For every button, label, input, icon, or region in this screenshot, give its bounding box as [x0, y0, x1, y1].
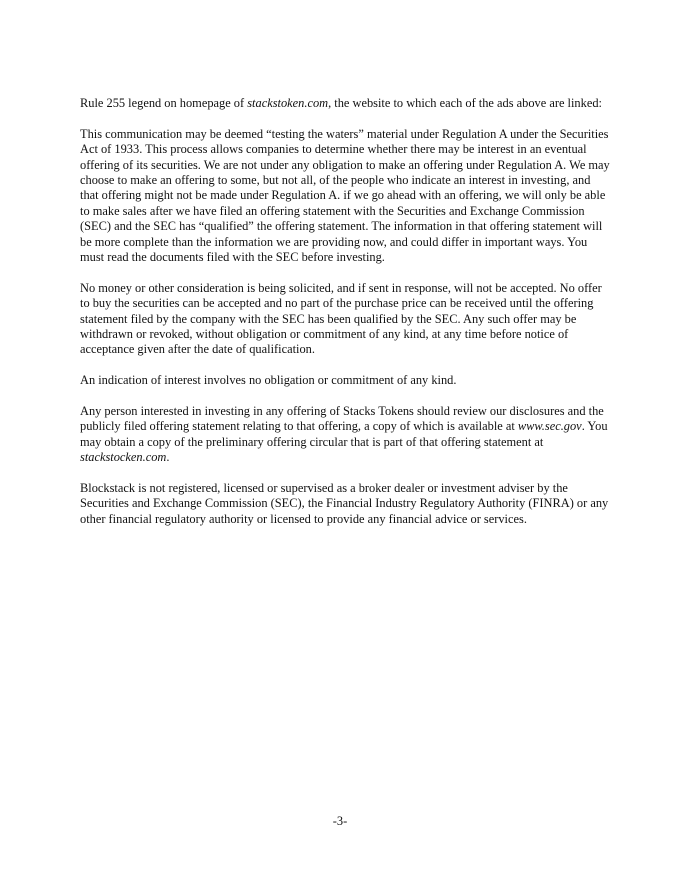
disclosures-part-2: . You may obtain a copy of the preliminary offering circular that is part of that offering statement at [80, 419, 608, 449]
intro-paragraph [80, 96, 610, 111]
indication-paragraph: An indication of interest involves no obligation or commitment of any kind. [80, 373, 457, 388]
document-body [80, 96, 610, 543]
no-money-paragraph: No money or other consideration is being solicited, and if sent in response, will not be accepted. No offer to buy the securities can be accepted and no part of the purchase price can be received until the offering statement filed by the company with the SEC has been qualified by the SEC. Any such offer may be withdrawn or revoked, without obligation or commitment of any kind, at any time before notice of acceptance given after the date of qualification. [80, 280, 602, 357]
intro-suffix: , the website to which each of the ads above are linked: [328, 96, 602, 110]
intro-site-link: stackstoken.com [247, 96, 329, 110]
intro-prefix: Rule 255 legend on homepage of [80, 96, 248, 110]
disclosures-paragraph [80, 404, 610, 466]
disclosures-part-3: . [166, 450, 170, 465]
sec-site-link: www.sec.gov [517, 419, 582, 434]
disclosures-site-link: stackstocken.com [80, 450, 167, 465]
blockstack-paragraph: Blockstack is not registered, licensed or supervised as a broker dealer or investment adviser by the Securities and Exchange Commission (SEC), the Financial Industry Regulatory Authority (FINRA) or any other financial regulatory authority or licensed to provide any financial advice or services. [80, 481, 609, 526]
testing-waters-paragraph: This communication may be deemed “testing the waters” material under Regulation A under the Securities Act of 1933. This process allows companies to determine whether there may be interest in an eventual offering of its securities. We are not under any obligation to make an offering under Regulation A. We may choose to make an offering to some, but not all, of the people who indicate an interest in investing, and that offering might not be made under Regulation A. if we go ahead with an offering, we will only be able to make sales after we have filed an offering statement with the Securities and Exchange Commission (SEC) and the SEC has “qualified” the offering statement. The information in that offering statement will be more complete than the information we are providing now, and could differ in important ways. You must read the documents filed with the SEC before investing. [80, 126, 610, 265]
disclosures-part-1: Any person interested in investing in any offering of Stacks Tokens should review our disclosures and the publicly filed offering statement relating to that offering, a copy of which is available at [80, 404, 604, 434]
page-number: -3- [332, 814, 348, 828]
